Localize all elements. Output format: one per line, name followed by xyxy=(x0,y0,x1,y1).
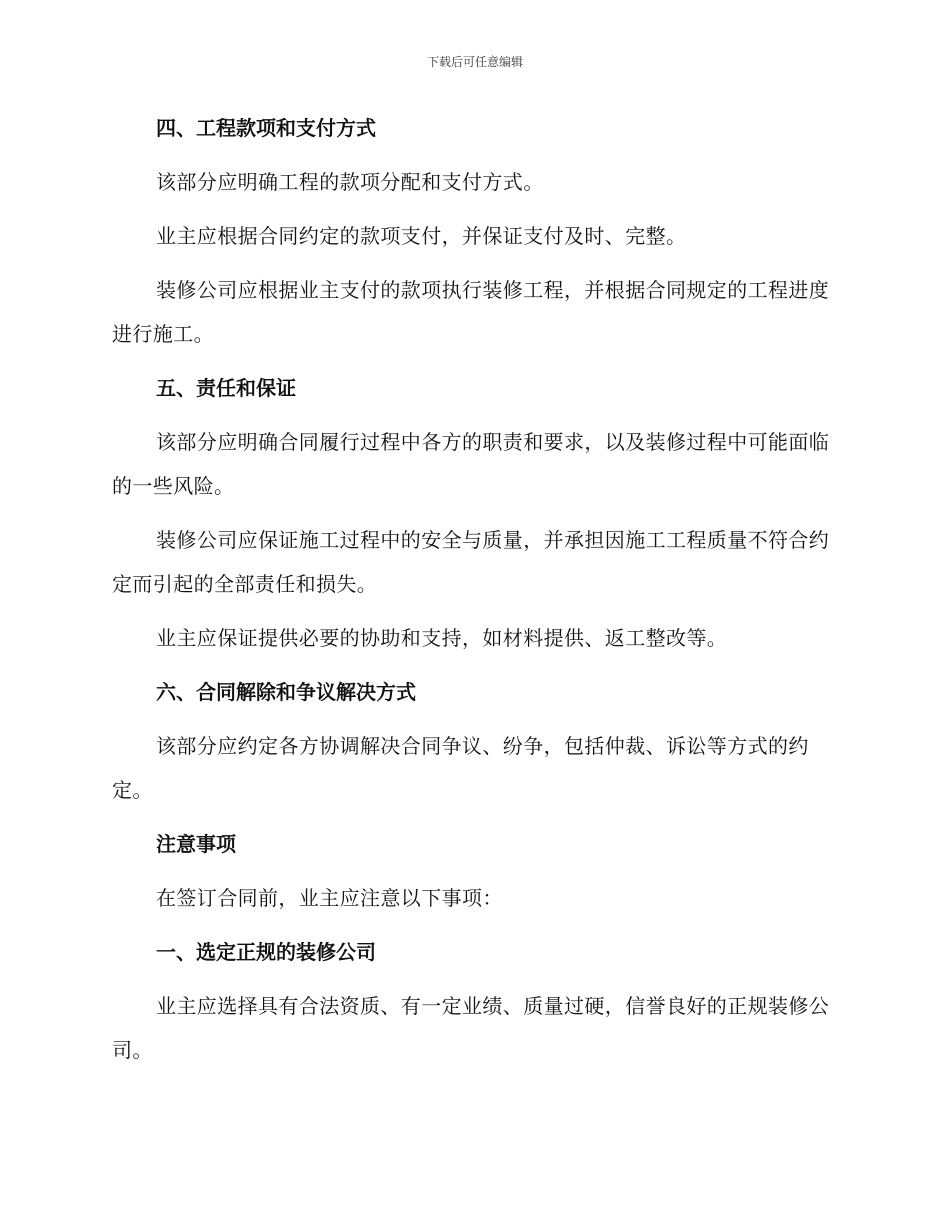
paragraph: 业主应保证提供必要的协助和支持，如材料提供、返工整改等。 xyxy=(156,626,728,650)
paragraph: 业主应选择具有合法资质、有一定业绩、质量过硬，信誉良好的正规装修公司。 xyxy=(112,994,830,1062)
paragraph: 在签订合同前，业主应注意以下事项： xyxy=(156,886,503,910)
section-heading: 六、合同解除和争议解决方式 xyxy=(156,680,416,704)
section-heading: 注意事项 xyxy=(156,832,236,856)
paragraph: 该部分应约定各方协调解决合同争议、纷争，包括仲裁、诉讼等方式的约定。 xyxy=(112,734,809,802)
paragraph: 装修公司应保证施工过程中的安全与质量，并承担因施工工程质量不符合约定而引起的全部责任和损失。 xyxy=(112,528,830,596)
paragraph: 该部分应明确合同履行过程中各方的职责和要求，以及装修过程中可能面临的一些风险。 xyxy=(112,430,830,498)
paragraph: 装修公司应根据业主支付的款项执行装修工程，并根据合同规定的工程进度进行施工。 xyxy=(112,278,830,346)
paragraph: 业主应根据合同约定的款项支付，并保证支付及时、完整。 xyxy=(156,224,687,248)
paragraph: 该部分应明确工程的款项分配和支付方式。 xyxy=(156,170,544,194)
section-heading: 四、工程款项和支付方式 xyxy=(156,116,376,140)
document-body xyxy=(112,106,830,1072)
section-heading: 一、选定正规的装修公司 xyxy=(156,940,376,964)
section-heading: 五、责任和保证 xyxy=(156,376,296,400)
page-header: 下载后可任意编辑 xyxy=(426,55,523,69)
